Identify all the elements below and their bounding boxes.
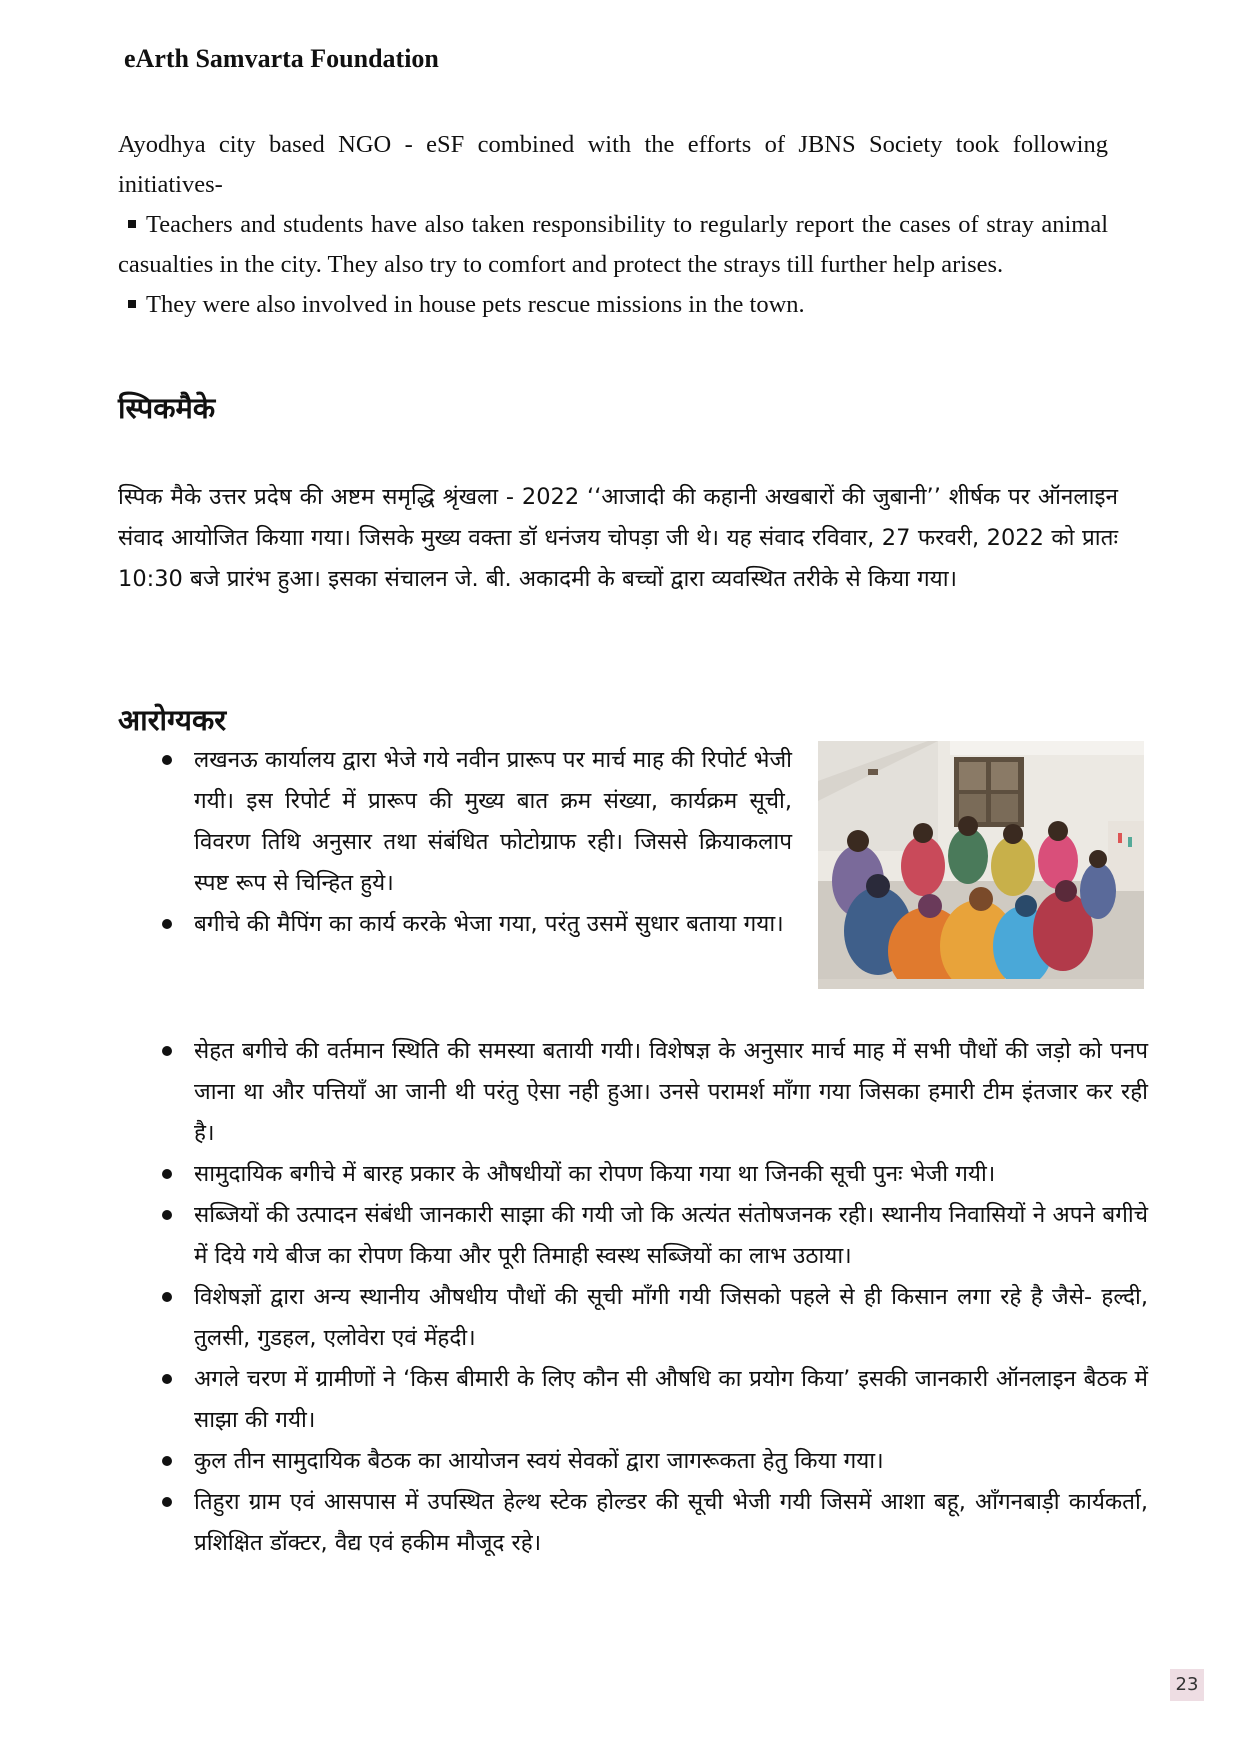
square-bullet-icon (128, 220, 136, 228)
arogyakar-heading: आरोग्यकर (118, 703, 227, 737)
bullet-dot-icon (162, 755, 172, 765)
list-item: अगले चरण में ग्रामीणों ने ‘किस बीमारी के लिए कौन सी औषधि का प्रयोग किया’ इसकी जानकारी ऑनलाइन बैठक में साझा की गयी। (158, 1359, 1148, 1441)
bullet-dot-icon (162, 1497, 172, 1507)
bullet-dot-icon (162, 919, 172, 929)
list-item: सब्जियों की उत्पादन संबंधी जानकारी साझा की गयी जो कि अत्यंत संतोषजनक रही। स्थानीय निवासियों ने अपने बगीचे में दिये गये बीज का रोपण किया और पूरी तिमाही स्वस्थ सब्जियों का लाभ उठाया। (158, 1195, 1148, 1277)
bullet-dot-icon (162, 1169, 172, 1179)
spicmacay-heading: स्पिकमैके (118, 391, 216, 425)
bullet-dot-icon (162, 1456, 172, 1466)
intro-bullet: They were also involved in house pets rescue missions in the town. (118, 285, 1108, 325)
page-number: 23 (1170, 1669, 1204, 1701)
bullet-dot-icon (162, 1292, 172, 1302)
arogyakar-list (158, 1031, 1148, 1564)
list-item: सेहत बगीचे की वर्तमान स्थिति की समस्या बतायी गयी। विशेषज्ञ के अनुसार मार्च माह में सभी पौधों की जड़ो को पनप जाना था और पत्तियाँ आ जानी थी परंतु ऐसा नही हुआ। उनसे परामर्श माँगा गया जिसका हमारी टीम इंतजार कर रही है। (158, 1031, 1148, 1154)
intro-paragraph: Ayodhya city based NGO - eSF combined with the efforts of JBNS Society took following initiatives- (118, 131, 1108, 198)
list-item: कुल तीन सामुदायिक बैठक का आयोजन स्वयं सेवकों द्वारा जागरूकता हेतु किया गया। (158, 1441, 1148, 1482)
organization-name: eArth Samvarta Foundation (124, 44, 439, 73)
spicmacay-paragraph: स्पिक मैके उत्तर प्रदेष की अष्टम समृद्धि श्रृंखला - 2022 ‘‘आजादी की कहानी अखबारों की जुबानी’’ शीर्षक पर ऑनलाइन संवाद आयोजित कियाा गया। जिसके मुख्य वक्ता डॉ धनंजय चोपड़ा जी थे। यह संवाद रविवार, 27 फरवरी, 2022 को प्रातः 10:30 बजे प्रारंभ हुआ। इसका संचालन जे. बी. अकादमी के बच्चों द्वारा व्यवस्थित तरीके से किया गया। (118, 484, 1118, 592)
community-meeting-photo (818, 741, 1144, 989)
list-item: बगीचे की मैपिंग का कार्य करके भेजा गया, परंतु उसमें सुधार बताया गया। (158, 904, 792, 945)
list-item: तिहुरा ग्राम एवं आसपास में उपस्थित हेल्थ स्टेक होल्डर की सूची भेजी गयी जिसमें आशा बहू, आँगनबाड़ी कार्यकर्ता, प्रशिक्षित डॉक्टर, वैद्य एवं हकीम मौजूद रहे। (158, 1482, 1148, 1564)
bullet-dot-icon (162, 1210, 172, 1220)
bullet-dot-icon (162, 1374, 172, 1384)
arogyakar-list-top (158, 740, 792, 945)
bullet-dot-icon (162, 1046, 172, 1056)
list-item: लखनऊ कार्यालय द्वारा भेजे गये नवीन प्रारूप पर मार्च माह की रिपोर्ट भेजी गयी। इस रिपोर्ट में प्रारूप की मुख्य बात क्रम संख्या, कार्यक्रम सूची, विवरण तिथि अनुसार तथा संबंधित फोटोग्राफ रही। जिससे क्रियाकलाप स्पष्ट रूप से चिन्हित हुये। (158, 740, 792, 904)
list-item: सामुदायिक बगीचे में बारह प्रकार के औषधीयों का रोपण किया गया था जिनकी सूची पुनः भेजी गयी। (158, 1154, 1148, 1195)
spicmacay-body (118, 477, 1118, 600)
list-item: विशेषज्ञों द्वारा अन्य स्थानीय औषधीय पौधों की सूची माँगी गयी जिसको पहले से ही किसान लगा रहे है जैसे- हल्दी, तुलसी, गुडहल, एलोवेरा एवं मेंहदी। (158, 1277, 1148, 1359)
intro-bullet: Teachers and students have also taken responsibility to regularly report the cases of stray animal casualties in the city. They also try to comfort and protect the strays till further help arises. (118, 211, 1108, 278)
intro-section (118, 125, 1108, 325)
square-bullet-icon (128, 300, 136, 308)
